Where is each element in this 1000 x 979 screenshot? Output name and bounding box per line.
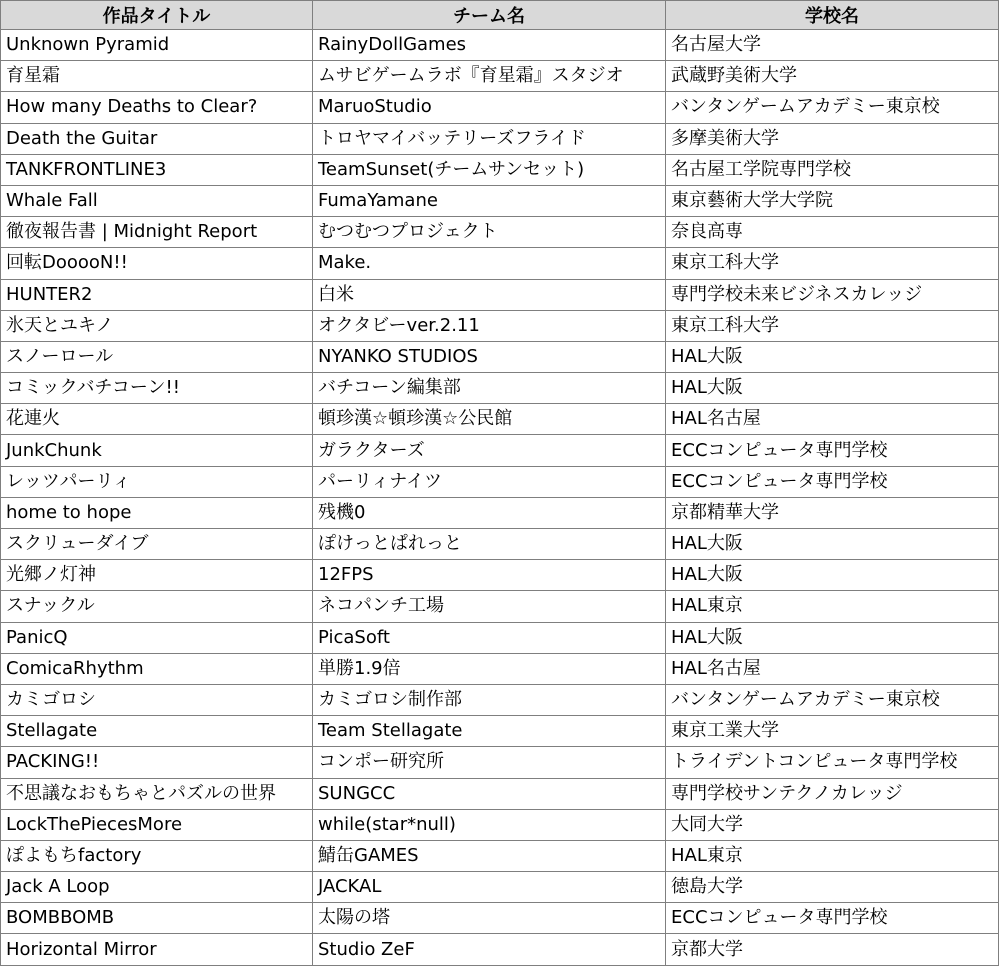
cell-work-title: スナックル <box>1 591 313 622</box>
table-row <box>1 747 999 778</box>
cell-work-title: 氷天とユキノ <box>1 310 313 341</box>
cell-school-name: 多摩美術大学 <box>666 123 999 154</box>
cell-work-title: How many Deaths to Clear? <box>1 92 313 123</box>
cell-team-name: SUNGCC <box>313 778 666 809</box>
cell-team-name: PicaSoft <box>313 622 666 653</box>
cell-school-name: HAL大阪 <box>666 529 999 560</box>
table-row <box>1 684 999 715</box>
cell-work-title: PACKING!! <box>1 747 313 778</box>
cell-school-name: 武蔵野美術大学 <box>666 61 999 92</box>
cell-work-title: 回転DooooN!! <box>1 248 313 279</box>
cell-school-name: 徳島大学 <box>666 872 999 903</box>
cell-team-name: むつむつプロジェクト <box>313 217 666 248</box>
cell-team-name: Make. <box>313 248 666 279</box>
table-row <box>1 404 999 435</box>
cell-school-name: HAL東京 <box>666 840 999 871</box>
column-header-school: 学校名 <box>666 1 999 30</box>
cell-team-name: 白米 <box>313 279 666 310</box>
table-row <box>1 30 999 61</box>
cell-school-name: ECCコンピュータ専門学校 <box>666 435 999 466</box>
cell-team-name: ムサビゲームラボ『育星霜』スタジオ <box>313 61 666 92</box>
cell-school-name: ECCコンピュータ専門学校 <box>666 466 999 497</box>
cell-work-title: 花連火 <box>1 404 313 435</box>
cell-team-name: 太陽の塔 <box>313 903 666 934</box>
cell-work-title: スノーロール <box>1 341 313 372</box>
cell-team-name: 頓珍漢☆頓珍漢☆公民館 <box>313 404 666 435</box>
cell-team-name: Team Stellagate <box>313 716 666 747</box>
cell-work-title: スクリューダイブ <box>1 529 313 560</box>
table-row <box>1 341 999 372</box>
cell-work-title: コミックバチコーン!! <box>1 373 313 404</box>
cell-team-name: バチコーン編集部 <box>313 373 666 404</box>
table-row <box>1 373 999 404</box>
cell-work-title: Unknown Pyramid <box>1 30 313 61</box>
cell-team-name: NYANKO STUDIOS <box>313 341 666 372</box>
cell-team-name: 鯖缶GAMES <box>313 840 666 871</box>
cell-team-name: Studio ZeF <box>313 934 666 965</box>
table-row <box>1 809 999 840</box>
cell-school-name: 東京工業大学 <box>666 716 999 747</box>
cell-work-title: 育星霜 <box>1 61 313 92</box>
cell-work-title: Death the Guitar <box>1 123 313 154</box>
table-row <box>1 92 999 123</box>
table-row <box>1 840 999 871</box>
cell-team-name: コンポー研究所 <box>313 747 666 778</box>
table-row <box>1 123 999 154</box>
cell-school-name: 東京工科大学 <box>666 310 999 341</box>
table-row <box>1 903 999 934</box>
cell-work-title: Horizontal Mirror <box>1 934 313 965</box>
cell-school-name: 専門学校サンテクノカレッジ <box>666 778 999 809</box>
cell-team-name: パーリィナイツ <box>313 466 666 497</box>
cell-school-name: バンタンゲームアカデミー東京校 <box>666 92 999 123</box>
cell-team-name: 残機0 <box>313 497 666 528</box>
cell-school-name: ECCコンピュータ専門学校 <box>666 903 999 934</box>
cell-work-title: カミゴロシ <box>1 684 313 715</box>
cell-school-name: HAL大阪 <box>666 622 999 653</box>
table-row <box>1 934 999 965</box>
cell-school-name: 東京藝術大学大学院 <box>666 185 999 216</box>
cell-school-name: 名古屋工学院専門学校 <box>666 154 999 185</box>
table-row <box>1 529 999 560</box>
cell-team-name: ガラクターズ <box>313 435 666 466</box>
cell-work-title: ComicaRhythm <box>1 653 313 684</box>
table-row <box>1 217 999 248</box>
cell-school-name: HAL大阪 <box>666 373 999 404</box>
column-header-team: チーム名 <box>313 1 666 30</box>
table-row <box>1 716 999 747</box>
cell-work-title: BOMBBOMB <box>1 903 313 934</box>
table-row <box>1 435 999 466</box>
cell-school-name: バンタンゲームアカデミー東京校 <box>666 684 999 715</box>
cell-school-name: HAL大阪 <box>666 560 999 591</box>
column-header-title: 作品タイトル <box>1 1 313 30</box>
cell-team-name: トロヤマイバッテリーズフライド <box>313 123 666 154</box>
cell-work-title: LockThePiecesMore <box>1 809 313 840</box>
cell-work-title: ぽよもちfactory <box>1 840 313 871</box>
cell-school-name: 奈良高専 <box>666 217 999 248</box>
cell-school-name: 東京工科大学 <box>666 248 999 279</box>
cell-work-title: レッツパーリィ <box>1 466 313 497</box>
cell-team-name: while(star*null) <box>313 809 666 840</box>
cell-school-name: HAL名古屋 <box>666 653 999 684</box>
cell-school-name: 大同大学 <box>666 809 999 840</box>
cell-team-name: RainyDollGames <box>313 30 666 61</box>
cell-work-title: TANKFRONTLINE3 <box>1 154 313 185</box>
cell-work-title: PanicQ <box>1 622 313 653</box>
cell-team-name: ネコパンチ工場 <box>313 591 666 622</box>
cell-work-title: 不思議なおもちゃとパズルの世界 <box>1 778 313 809</box>
cell-work-title: Stellagate <box>1 716 313 747</box>
table-row <box>1 61 999 92</box>
cell-work-title: HUNTER2 <box>1 279 313 310</box>
cell-team-name: オクタビーver.2.11 <box>313 310 666 341</box>
table-row <box>1 872 999 903</box>
cell-team-name: ぽけっとぱれっと <box>313 529 666 560</box>
cell-work-title: 光郷ノ灯神 <box>1 560 313 591</box>
cell-team-name: MaruoStudio <box>313 92 666 123</box>
cell-school-name: HAL名古屋 <box>666 404 999 435</box>
table-row <box>1 591 999 622</box>
cell-work-title: JunkChunk <box>1 435 313 466</box>
cell-team-name: 単勝1.9倍 <box>313 653 666 684</box>
table-row <box>1 248 999 279</box>
table-row <box>1 310 999 341</box>
cell-work-title: 徹夜報告書 | Midnight Report <box>1 217 313 248</box>
cell-school-name: HAL東京 <box>666 591 999 622</box>
cell-school-name: トライデントコンピュータ専門学校 <box>666 747 999 778</box>
cell-work-title: Jack A Loop <box>1 872 313 903</box>
cell-team-name: カミゴロシ制作部 <box>313 684 666 715</box>
cell-school-name: 専門学校未来ビジネスカレッジ <box>666 279 999 310</box>
cell-school-name: HAL大阪 <box>666 341 999 372</box>
cell-school-name: 京都大学 <box>666 934 999 965</box>
table-row <box>1 466 999 497</box>
table-row <box>1 497 999 528</box>
cell-team-name: JACKAL <box>313 872 666 903</box>
table-row <box>1 622 999 653</box>
table-row <box>1 279 999 310</box>
table-row <box>1 185 999 216</box>
cell-work-title: Whale Fall <box>1 185 313 216</box>
header-row <box>1 1 999 30</box>
table-row <box>1 653 999 684</box>
table-row <box>1 560 999 591</box>
cell-work-title: home to hope <box>1 497 313 528</box>
table-row <box>1 154 999 185</box>
cell-school-name: 京都精華大学 <box>666 497 999 528</box>
table-row <box>1 778 999 809</box>
cell-school-name: 名古屋大学 <box>666 30 999 61</box>
cell-team-name: 12FPS <box>313 560 666 591</box>
cell-team-name: FumaYamane <box>313 185 666 216</box>
cell-team-name: TeamSunset(チームサンセット) <box>313 154 666 185</box>
